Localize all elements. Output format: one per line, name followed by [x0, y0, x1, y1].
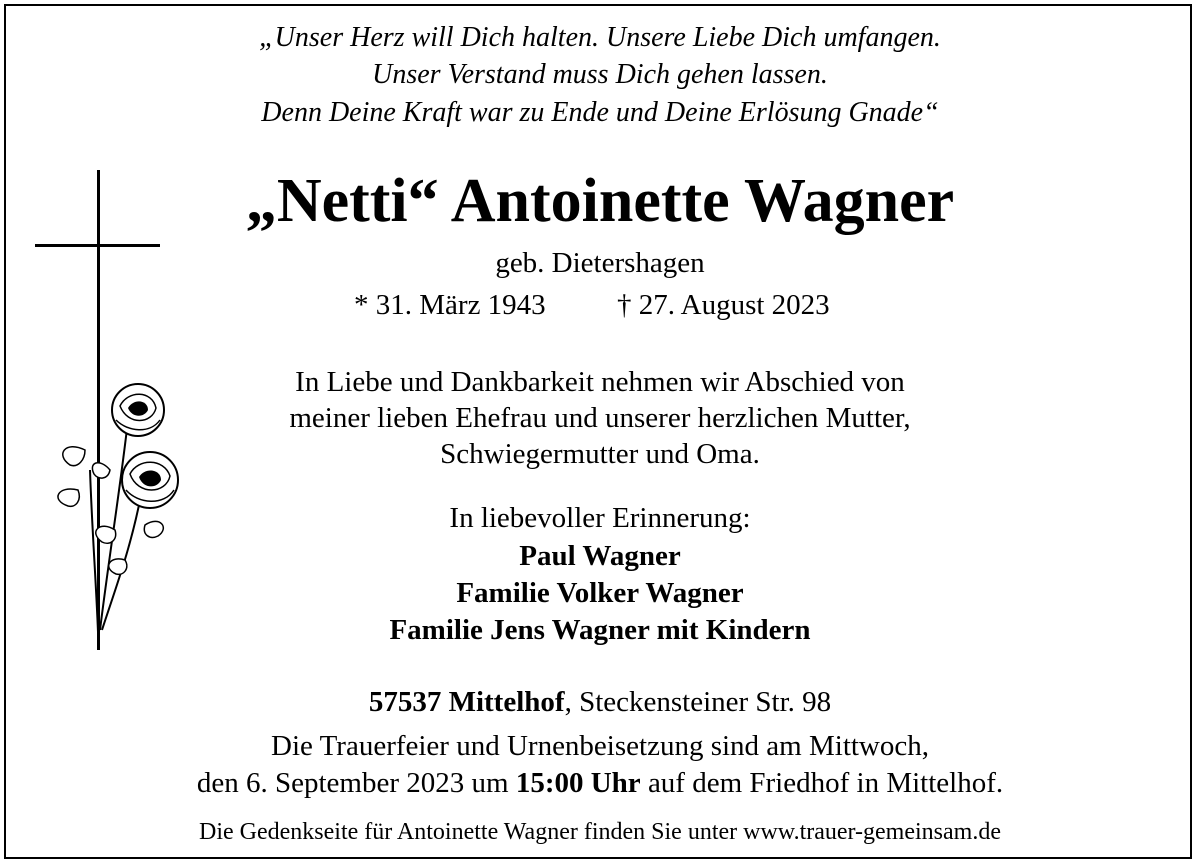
quote-line-1: „Unser Herz will Dich halten. Unsere Liebe Dich umfangen.	[259, 22, 941, 53]
death-date: † 27. August 2023	[617, 289, 830, 321]
service-time: 15:00 Uhr	[515, 767, 641, 799]
address-city: 57537 Mittelhof	[368, 686, 565, 718]
mourner-name: Paul Wagner	[519, 540, 681, 572]
message-line-3: Schwiegermutter und Oma.	[440, 438, 760, 470]
service-location: auf dem Friedhof in Mittelhof.	[640, 767, 1004, 799]
memorial-page-note: Die Gedenkseite für Antoinette Wagner finden Sie unter www.trauer-gemeinsam.de	[199, 819, 1001, 845]
message-line-1: In Liebe und Dankbarkeit nehmen wir Abschied von	[295, 366, 905, 398]
service-line-1: Die Trauerfeier und Urnenbeisetzung sind am Mittwoch,	[271, 730, 929, 762]
mourner-name: Familie Volker Wagner	[456, 577, 744, 609]
address-street: , Steckensteiner Str. 98	[564, 686, 832, 718]
mourners-intro: In liebevoller Erinnerung:	[449, 502, 751, 534]
service-line-2	[0, 764, 1200, 802]
address-line	[0, 683, 1200, 721]
service-date: den 6. September 2023 um	[196, 767, 516, 799]
quote-line-3: Denn Deine Kraft war zu Ende und Deine Erlösung Gnade“	[261, 97, 939, 128]
birth-date: * 31. März 1943	[354, 289, 546, 321]
message-line-2: meiner lieben Ehefrau und unserer herzlichen Mutter,	[289, 402, 911, 434]
mourner-name: Familie Jens Wagner mit Kindern	[389, 614, 811, 646]
deceased-name: „Netti“ Antoinette Wagner	[245, 167, 955, 235]
quote-line-2: Unser Verstand muss Dich gehen lassen.	[372, 59, 828, 90]
maiden-name: geb. Dietershagen	[495, 247, 705, 279]
